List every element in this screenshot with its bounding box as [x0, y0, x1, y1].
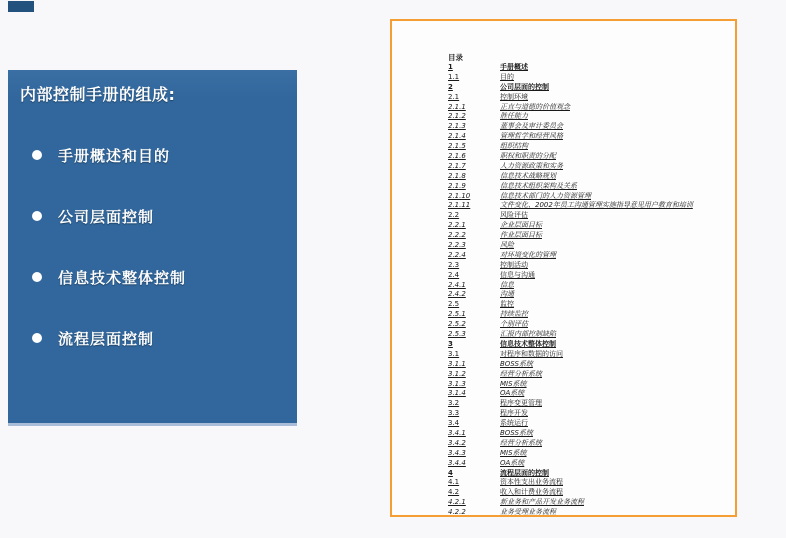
- toc-entry-title[interactable]: 控制环境: [500, 92, 528, 101]
- toc-entry-title[interactable]: 控制活动: [500, 260, 528, 269]
- toc-entry[interactable]: [448, 63, 729, 73]
- toc-entry-title[interactable]: 公司层面的控制: [500, 82, 549, 91]
- toc-entry-number[interactable]: 3: [448, 339, 453, 348]
- toc-entry-number[interactable]: 2.1.3: [448, 122, 466, 131]
- bullet-item: [32, 267, 297, 287]
- toc-entry[interactable]: [448, 488, 729, 498]
- toc-entry-title[interactable]: 信息与沟通: [500, 270, 535, 279]
- toc-entry-number[interactable]: 4: [448, 468, 453, 477]
- toc-entry-number[interactable]: 4.1: [448, 478, 460, 487]
- toc-entry[interactable]: [448, 310, 729, 320]
- toc-rows: [448, 63, 729, 517]
- toc-entry-title[interactable]: 组织结构: [500, 142, 528, 151]
- toc-entry[interactable]: [448, 290, 729, 300]
- toc-entry[interactable]: [448, 389, 729, 399]
- toc-entry-number[interactable]: 2: [448, 82, 453, 91]
- toc-entry-number[interactable]: 2.1.7: [448, 161, 466, 170]
- bullet-text: 手册概述和目的: [58, 146, 171, 165]
- panel-title: 内部控制手册的组成:: [20, 85, 176, 104]
- bullet-dot-icon: [32, 333, 42, 343]
- toc-entry-title[interactable]: 胜任能力: [500, 112, 528, 121]
- toc-entry-number[interactable]: 3.4.2: [448, 438, 466, 447]
- toc-entry-title[interactable]: 业务受理业务流程: [500, 508, 556, 517]
- bullet-dot-icon: [32, 211, 42, 221]
- bullet-dot-icon: [32, 272, 42, 282]
- toc-entry-title[interactable]: 监控: [500, 300, 514, 309]
- toc-entry-title[interactable]: BOSS系统: [500, 428, 533, 437]
- toc-entry[interactable]: [448, 142, 729, 152]
- toc-entry[interactable]: [448, 508, 729, 517]
- document-page: [390, 19, 737, 517]
- toc-entry-title[interactable]: OA系统: [500, 389, 525, 398]
- toc-entry-title[interactable]: 职权和职责的分配: [500, 152, 556, 161]
- toc-entry-title[interactable]: MIS系统: [500, 448, 527, 457]
- toc-entry-title[interactable]: 信息: [500, 280, 514, 289]
- toc-entry-title[interactable]: 个别评估: [500, 320, 528, 329]
- toc-entry[interactable]: [448, 350, 729, 360]
- toc-entry-number[interactable]: 1.1: [448, 72, 460, 81]
- toc-entry[interactable]: [448, 221, 729, 231]
- table-of-contents: [448, 53, 729, 517]
- toc-entry-number[interactable]: 2.1.2: [448, 112, 466, 121]
- toc-entry[interactable]: [448, 241, 729, 251]
- toc-entry[interactable]: [448, 399, 729, 409]
- toc-entry-title[interactable]: 流程层面的控制: [500, 468, 549, 477]
- toc-entry[interactable]: [448, 261, 729, 271]
- toc-entry-title[interactable]: 人力资源政策和实务: [500, 161, 563, 170]
- toc-entry[interactable]: [448, 182, 729, 192]
- toc-entry-number[interactable]: 3.1.3: [448, 379, 466, 388]
- toc-entry-number[interactable]: 4.2.2: [448, 508, 466, 517]
- toc-entry[interactable]: [448, 380, 729, 390]
- toc-entry-title[interactable]: 信息技术整体控制: [500, 339, 556, 348]
- toc-entry-number[interactable]: 3.1: [448, 349, 460, 358]
- toc-entry-title[interactable]: 对程序和数据的访问: [500, 349, 563, 358]
- toc-entry-number[interactable]: 2.1.9: [448, 181, 466, 190]
- toc-entry[interactable]: [448, 211, 729, 221]
- bullet-text: 公司层面控制: [58, 207, 155, 226]
- summary-panel: [8, 70, 297, 426]
- toc-entry-title[interactable]: 信息技术部门的人力资源管理: [500, 191, 591, 200]
- toc-entry-number[interactable]: 2.1.4: [448, 132, 466, 141]
- toc-entry-title[interactable]: 沟通: [500, 290, 514, 299]
- toc-entry-number[interactable]: 3.2: [448, 399, 460, 408]
- toc-entry[interactable]: [448, 370, 729, 380]
- toc-entry-title[interactable]: 风险评估: [500, 211, 528, 220]
- toc-entry-number[interactable]: 3.4.1: [448, 428, 466, 437]
- toc-entry-title[interactable]: OA系统: [500, 458, 525, 467]
- toc-entry-number[interactable]: 2.3: [448, 260, 460, 269]
- toc-entry[interactable]: [448, 122, 729, 132]
- toc-entry-title[interactable]: BOSS系统: [500, 359, 533, 368]
- toc-entry-title[interactable]: 对环境变化的管理: [500, 250, 556, 259]
- toc-entry[interactable]: [448, 132, 729, 142]
- toc-entry-number[interactable]: 2.1.11: [448, 201, 471, 210]
- toc-entry[interactable]: [448, 192, 729, 202]
- toc-entry-number[interactable]: 4.2.1: [448, 498, 466, 507]
- toc-entry[interactable]: [448, 281, 729, 291]
- toc-entry-title[interactable]: 经营分析系统: [500, 438, 542, 447]
- toc-entry-title[interactable]: 系统运行: [500, 419, 528, 428]
- toc-entry-number[interactable]: 2.5.1: [448, 310, 466, 319]
- toc-entry-number[interactable]: 4.2: [448, 488, 460, 497]
- toc-entry-number[interactable]: 2.1: [448, 92, 460, 101]
- toc-entry[interactable]: [448, 330, 729, 340]
- toc-entry[interactable]: [448, 93, 729, 103]
- toc-entry-title[interactable]: 董事会及审计委员会: [500, 122, 563, 131]
- toc-entry[interactable]: [448, 340, 729, 350]
- toc-entry-number[interactable]: 2.1.1: [448, 102, 466, 111]
- toc-entry-number[interactable]: 2.2.4: [448, 250, 466, 259]
- toc-entry[interactable]: [448, 112, 729, 122]
- toc-entry-title[interactable]: 程序开发: [500, 409, 528, 418]
- toc-entry[interactable]: [448, 83, 729, 93]
- toc-entry[interactable]: [448, 429, 729, 439]
- toc-entry[interactable]: [448, 478, 729, 488]
- toc-entry-number[interactable]: 2.5: [448, 300, 460, 309]
- toc-entry-title[interactable]: 手册概述: [500, 63, 528, 71]
- toc-entry-title[interactable]: 新业务和产品开发业务流程: [500, 498, 584, 507]
- toc-entry-title[interactable]: 持续监控: [500, 310, 528, 319]
- bullet-item: [32, 145, 297, 165]
- toc-entry-title[interactable]: 信息技术战略规划: [500, 171, 556, 180]
- toc-entry-title[interactable]: 信息技术组织架构及关系: [500, 181, 577, 190]
- toc-entry-title[interactable]: 汇报内部控制缺陷: [500, 330, 556, 339]
- toc-entry-title[interactable]: 资本性支出业务流程: [500, 478, 563, 487]
- toc-entry[interactable]: [448, 449, 729, 459]
- toc-entry-number[interactable]: 2.5.2: [448, 320, 466, 329]
- toc-entry[interactable]: [448, 201, 729, 211]
- toc-entry[interactable]: [448, 152, 729, 162]
- toc-entry-number[interactable]: 3.1.1: [448, 359, 466, 368]
- toc-entry-number[interactable]: 1: [448, 63, 453, 71]
- toc-entry-number[interactable]: 2.1.6: [448, 152, 466, 161]
- toc-entry[interactable]: [448, 409, 729, 419]
- toc-entry-title[interactable]: 企业层面目标: [500, 221, 542, 230]
- toc-entry-number[interactable]: 2.4.2: [448, 290, 466, 299]
- toc-entry[interactable]: [448, 469, 729, 479]
- toc-entry-title[interactable]: MIS系统: [500, 379, 527, 388]
- toc-entry-number[interactable]: 2.1.10: [448, 191, 471, 200]
- bullet-text: 流程层面控制: [58, 329, 155, 348]
- bullet-dot-icon: [32, 150, 42, 160]
- toc-entry[interactable]: [448, 162, 729, 172]
- toc-entry-number[interactable]: 2.2.2: [448, 231, 466, 240]
- toc-entry-number[interactable]: 2.2.1: [448, 221, 466, 230]
- toc-entry[interactable]: [448, 271, 729, 281]
- toc-entry[interactable]: [448, 103, 729, 113]
- toc-entry-number[interactable]: 2.2.3: [448, 241, 466, 250]
- toc-entry-number[interactable]: 3.4.3: [448, 448, 466, 457]
- toc-entry-number[interactable]: 3.4.4: [448, 458, 466, 467]
- toc-entry[interactable]: [448, 300, 729, 310]
- toc-entry[interactable]: [448, 231, 729, 241]
- toc-entry-title[interactable]: 正直与道德的价值观念: [500, 102, 570, 111]
- bullet-list: [8, 145, 297, 348]
- toc-entry[interactable]: [448, 251, 729, 261]
- toc-entry[interactable]: [448, 498, 729, 508]
- toc-entry-number[interactable]: 3.4: [448, 419, 460, 428]
- toc-entry[interactable]: [448, 73, 729, 83]
- toc-header: 目录: [448, 53, 463, 62]
- toc-entry-number[interactable]: 2.4: [448, 270, 460, 279]
- toc-entry[interactable]: [448, 172, 729, 182]
- bullet-item: [32, 206, 297, 226]
- toc-entry-title[interactable]: 作业层面目标: [500, 231, 542, 240]
- toc-entry-title[interactable]: 程序变更管理: [500, 399, 542, 408]
- toc-entry-title[interactable]: 目的: [500, 72, 514, 81]
- toc-entry-title[interactable]: 文件变化、2002年员工沟通管理实施指导意见用户教育和培训: [500, 201, 693, 210]
- toc-entry[interactable]: [448, 459, 729, 469]
- toc-entry-number[interactable]: 3.1.2: [448, 369, 466, 378]
- slide-accent-mark: [8, 1, 34, 12]
- toc-entry-number[interactable]: 3.1.4: [448, 389, 466, 398]
- toc-entry-title[interactable]: 管理哲学和经营风格: [500, 132, 563, 141]
- toc-entry[interactable]: [448, 439, 729, 449]
- toc-entry-number[interactable]: 2.1.5: [448, 142, 466, 151]
- toc-entry-title[interactable]: 收入和计费业务流程: [500, 488, 563, 497]
- toc-entry-title[interactable]: 风险: [500, 241, 514, 250]
- toc-entry[interactable]: [448, 360, 729, 370]
- toc-entry-title[interactable]: 经营分析系统: [500, 369, 542, 378]
- toc-entry-number[interactable]: 2.5.3: [448, 330, 466, 339]
- bullet-text: 信息技术整体控制: [58, 268, 187, 287]
- toc-entry-number[interactable]: 2.4.1: [448, 280, 466, 289]
- toc-entry-number[interactable]: 2.1.8: [448, 171, 466, 180]
- toc-entry-number[interactable]: 3.3: [448, 409, 460, 418]
- toc-entry[interactable]: [448, 320, 729, 330]
- bullet-item: [32, 328, 297, 348]
- toc-entry[interactable]: [448, 419, 729, 429]
- toc-entry-number[interactable]: 2.2: [448, 211, 460, 220]
